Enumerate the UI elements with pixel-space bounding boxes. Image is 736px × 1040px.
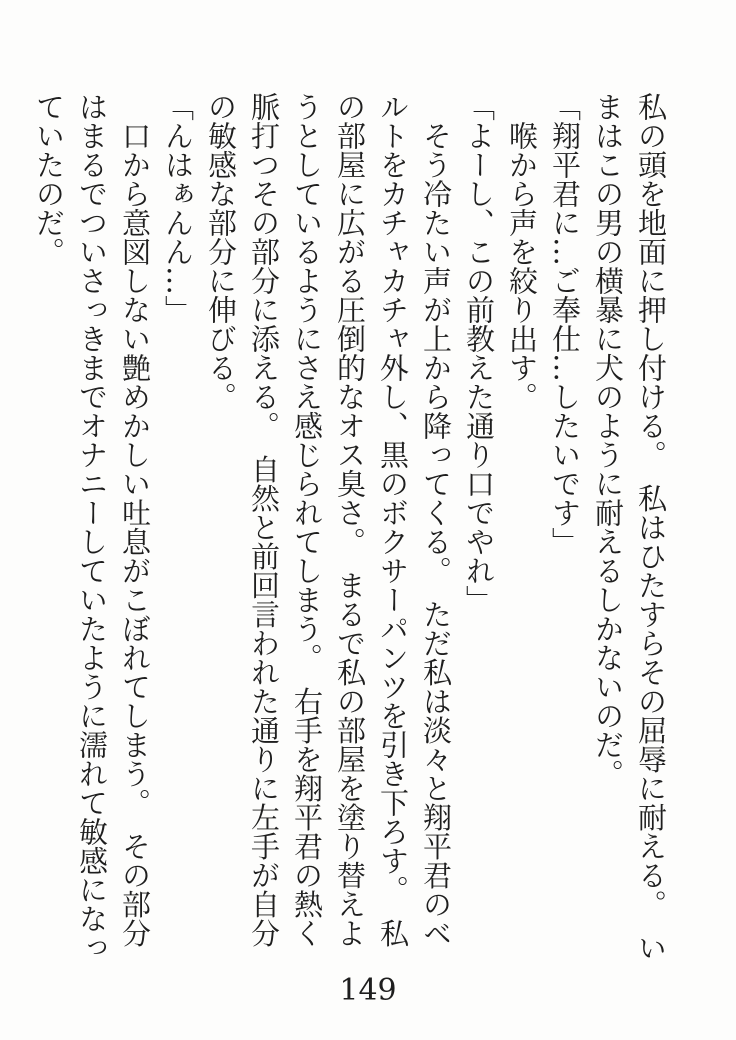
paragraph-narration: そう冷たい声が上から降ってくる。 ただ私は淡々と翔平君のベルトをカチャカチャ外し、黒のボクサーパンツを引き下ろす。 私の部屋に広がる圧倒的なオス臭さ。 まるで私の部屋を塗り替えようとしているようにさえ感じられてしまう。 右手を翔平君の熱く脈打つその部分に添える。 自然と前回言われた通りに左手が自分の敏感な部分に伸びる。 bbox=[204, 92, 453, 948]
page-number: 149 bbox=[339, 973, 397, 1008]
paragraph-narration: 私の頭を地面に押し付ける。 私はひたすらその屈辱に耐える。 いまはこの男の横暴に犬のように耐えるしかないのだ。 bbox=[591, 92, 668, 962]
paragraph-dialogue: 「翔平君に…ご奉仕…したいです」 bbox=[548, 92, 582, 556]
paragraph-narration: 口から意図しない艶めかしい吐息がこぼれてしまう。 その部分はまるでついさっきまでオナニーしていたように濡れて敏感になっていたのだ。 bbox=[32, 92, 152, 962]
paragraph-dialogue: 「よーし、この前教えた通り口でやれ」 bbox=[462, 92, 496, 614]
vertical-text-body bbox=[27, 92, 672, 964]
paragraph-narration: 喉から声を絞り出す。 bbox=[505, 121, 539, 411]
paragraph-dialogue: 「んはぁんん…」 bbox=[161, 92, 195, 324]
